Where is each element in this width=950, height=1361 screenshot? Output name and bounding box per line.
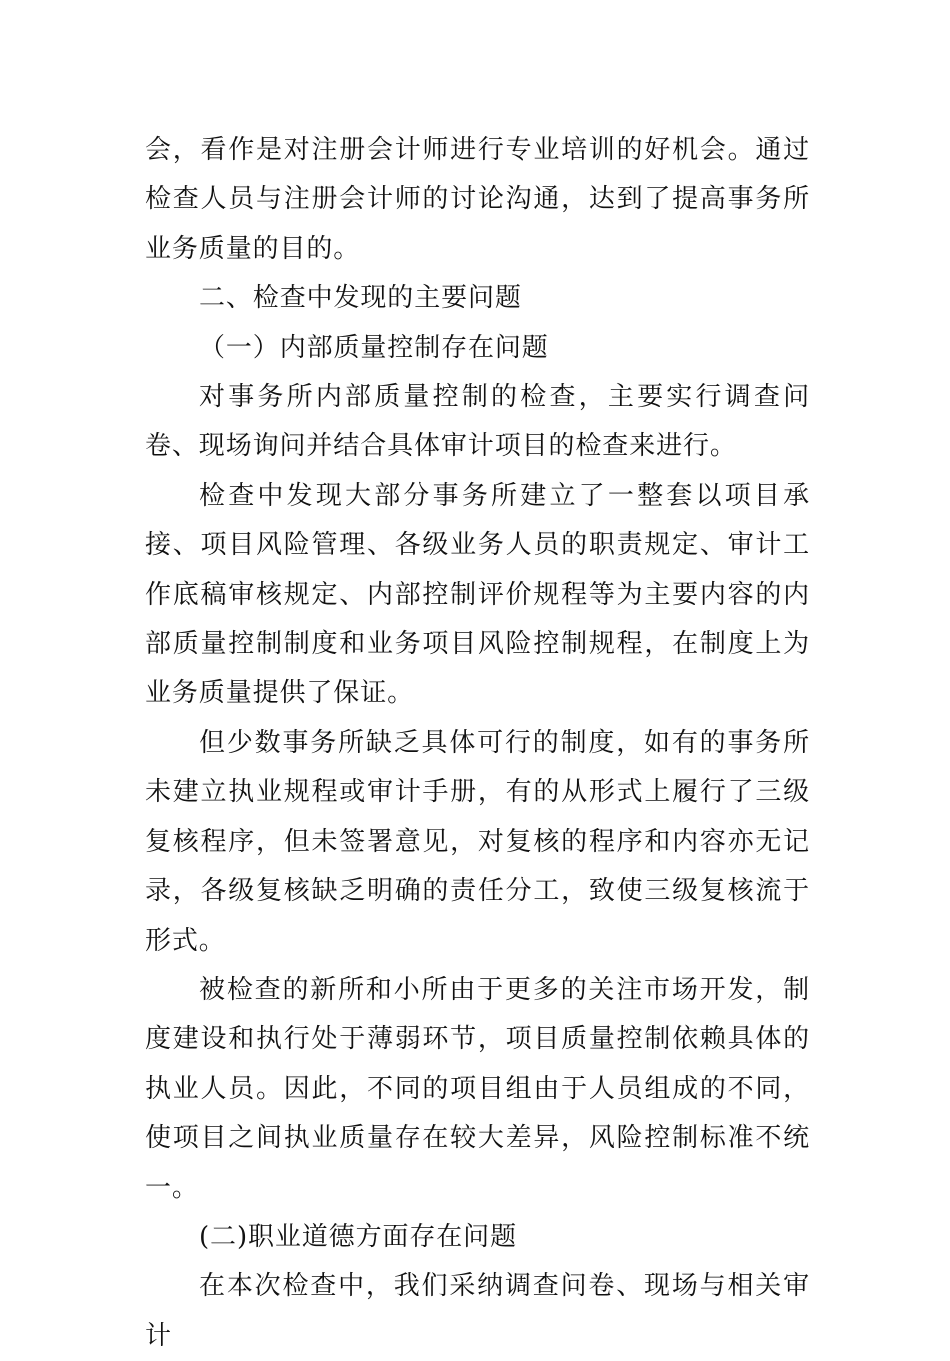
paragraph: 在本次检查中，我们采纳调查问卷、现场与相关审计 [145,1271,810,1351]
paragraph: 但少数事务所缺乏具体可行的制度，如有的事务所未建立执业规程或审计手册，有的从形式上履行了三级复核程序，但未签署意见，对复核的程序和内容亦无记录，各级复核缺乏明确的责任分工，致使三级复核流于形式。 [145,727,810,956]
subsection-heading-1: （一）内部质量控制存在问题 [199,332,549,363]
paragraph: 被检查的新所和小所由于更多的关注市场开发，制度建设和执行处于薄弱环节，项目质量控制依赖具体的执业人员。因此，不同的项目组由于人员组成的不同，使项目之间执业质量存在较大差异，风险控制标准不统一。 [145,974,810,1203]
paragraph: 对事务所内部质量控制的检查，主要实行调查问卷、现场询问并结合具体审计项目的检查来进行。 [145,382,810,462]
document-body [145,126,810,1361]
paragraph: 检查中发现大部分事务所建立了一整套以项目承接、项目风险管理、各级业务人员的职责规定、审计工作底稿审核规定、内部控制评价规程等为主要内容的内部质量控制制度和业务项目风险控制规程，在制度上为业务质量提供了保证。 [145,480,810,709]
section-heading: 二、检查中发现的主要问题 [199,283,522,314]
subsection-heading-2: (二)职业道德方面存在问题 [199,1221,517,1252]
paragraph-continuation: 会，看作是对注册会计师进行专业培训的好机会。通过检查人员与注册会计师的讨论沟通，达到了提高事务所业务质量的目的。 [145,135,810,264]
